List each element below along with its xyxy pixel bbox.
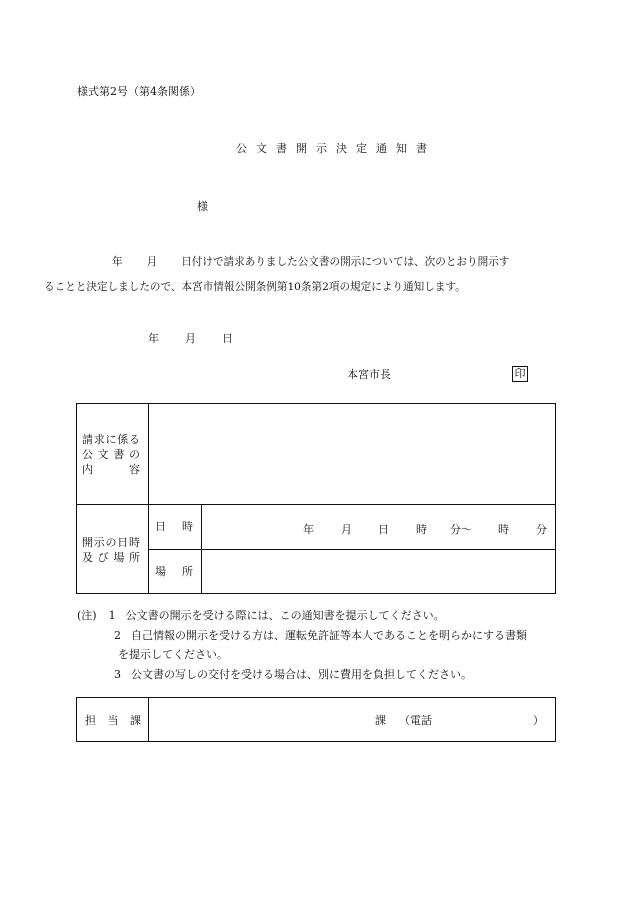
phone-label: （電話 (399, 714, 432, 727)
title-char: 文 (256, 142, 271, 155)
datetime-unit: 時 (498, 523, 509, 536)
content-label-char: 容 (129, 463, 140, 476)
schedule-label-char: 所 (128, 551, 140, 564)
notice-date (148, 333, 233, 344)
document-title (236, 143, 430, 154)
note-2-text: 自己情報の開示を受ける方は、運転免許証等本人であることを明らかにする書類 (131, 628, 527, 642)
schedule-label-char: 示 (93, 536, 105, 549)
datetime-unit: 分 (536, 523, 547, 536)
notice-body (44, 250, 556, 300)
title-char: 公 (236, 142, 251, 155)
note-2-continuation: を提示してください。 (118, 648, 228, 661)
title-char: 書 (416, 142, 431, 155)
content-label-char: る (129, 433, 140, 446)
department-label (85, 713, 141, 728)
content-label-char: 求 (93, 433, 105, 446)
notice-year-unit: 年 (148, 332, 159, 345)
title-char: 書 (276, 142, 291, 155)
form-number: 様式第2号（第4条関係） (77, 85, 201, 98)
note-2-number: 2 (114, 628, 121, 642)
title-char: 開 (296, 142, 311, 155)
schedule-label-char: 場 (113, 551, 125, 564)
datetime-label (155, 519, 193, 534)
place-label-char: 所 (182, 565, 193, 578)
body-month-unit: 月 (146, 256, 158, 268)
schedule-label-char: 日 (117, 536, 129, 549)
datetime-unit: 時 (416, 523, 427, 536)
content-label-char: 請 (82, 433, 93, 446)
schedule-label-char: び (97, 551, 109, 564)
place-label-char: 場 (155, 565, 166, 578)
disclosure-schedule-label (82, 535, 140, 565)
body-text-line2: ることと決定しましたので、本宮市情報公開条例第10条第2項の規定により通知します。 (44, 281, 466, 293)
notice-month-unit: 月 (185, 332, 196, 345)
department-label-char: 課 (130, 714, 141, 727)
datetime-label-char: 日 (155, 520, 166, 533)
addressee-honorific: 様 (197, 200, 208, 213)
requested-content-label (82, 432, 140, 477)
department-table (76, 697, 556, 742)
section-unit: 課 (375, 714, 386, 727)
disclosure-table (76, 403, 556, 594)
place-label (155, 564, 193, 579)
notes-section (77, 606, 527, 684)
content-label-char: 書 (113, 448, 125, 461)
title-char: 定 (356, 142, 371, 155)
notes-prefix: (注) (77, 609, 97, 622)
department-label-char: 担 (85, 714, 96, 727)
note-1-text: 公文書の開示を受ける際には、この通知書を提示してください。 (125, 609, 445, 622)
title-char: 決 (336, 142, 351, 155)
content-label-char: 係 (117, 433, 129, 446)
content-label-char: 内 (82, 463, 93, 476)
title-char: 知 (396, 142, 411, 155)
datetime-label-char: 時 (182, 520, 193, 533)
note-3-number: 3 (114, 667, 121, 681)
title-char: 示 (316, 142, 331, 155)
body-year-unit: 年 (112, 256, 123, 268)
issuer-title: 本宮市長 (347, 368, 391, 381)
note-1-number: 1 (108, 609, 116, 622)
note-3-text: 公文書の写しの交付を受ける場合は、別に費用を負担してください。 (131, 667, 472, 681)
content-label-char: の (128, 448, 140, 461)
schedule-label-char: 及 (82, 551, 93, 564)
content-label-char: に (105, 433, 117, 446)
datetime-unit: 日 (378, 523, 389, 536)
datetime-unit: 分〜 (450, 523, 472, 536)
datetime-unit: 年 (303, 523, 314, 536)
datetime-unit: 月 (341, 523, 352, 536)
schedule-label-char: の (105, 536, 117, 549)
department-label-char: 当 (107, 714, 119, 727)
notice-day-unit: 日 (222, 332, 233, 345)
content-label-char: 公 (82, 448, 93, 461)
content-label-char: 文 (97, 448, 109, 461)
schedule-label-char: 開 (82, 536, 93, 549)
seal-mark: 印 (512, 366, 528, 382)
phone-close: ） (533, 714, 544, 727)
title-char: 通 (376, 142, 391, 155)
schedule-label-char: 時 (129, 536, 140, 549)
datetime-row (303, 521, 547, 537)
body-text-line1: 日付けで請求ありました公文書の開示については、次のとおり開示す (181, 256, 510, 268)
